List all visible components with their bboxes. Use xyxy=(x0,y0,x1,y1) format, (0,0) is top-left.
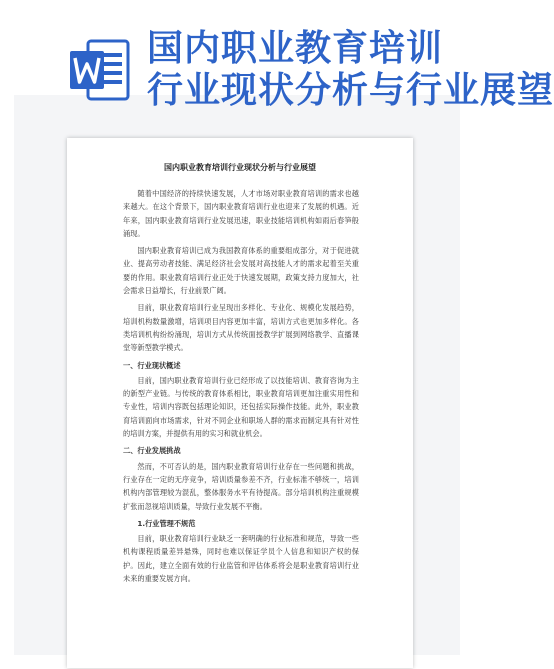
paragraph: 目前，职业教育培训行业呈现出多样化、专业化、规模化发展趋势，培训机构数量激增，培训项目内容更加丰富，培训方式也更加多样化。各类培训机构纷纷涌现，培训方式从传统面授教学扩展到网络教学、直播课堂等新型教学模式。 xyxy=(123,303,359,353)
header-title-line-2: 行业现状分析与行业展望 xyxy=(147,70,554,111)
paragraph: 目前，国内职业教育培训行业已经形成了以技能培训、教育咨询为主的新型产业链。与传统的教育体系相比，职业教育培训更加注重实用性和专业性，培训内容既包括理论知识，还包括实际操作技能。此外，职业教育培训面向市场需求，针对不同企业和职场人群的需求而制定具有针对性的培训方案，并提供有用的实习和就业机会。 xyxy=(123,375,359,439)
subsection-heading: 1.行业管理不规范 xyxy=(137,518,196,528)
document-body xyxy=(123,187,359,589)
paragraph: 随着中国经济的持续快速发展，人才市场对职业教育培训的需求也越来越大。在这个背景下，国内职业教育培训行业也迎来了发展的机遇。近年来，国内职业教育培训行业发展迅速，职业技能培训机构如雨后春笋般涌现。 xyxy=(123,189,359,238)
paragraph: 国内职业教育培训已成为我国教育体系的重要组成部分，对于促进就业、提高劳动者技能、满足经济社会发展对高技能人才的需求起着至关重要的作用。职业教育培训行业正处于快速发展期，政策支持力度加大，社会需求日益增长，行业前景广阔。 xyxy=(123,246,359,296)
section-heading: 二、行业发展挑战 xyxy=(123,446,181,456)
paragraph: 然而，不可否认的是，国内职业教育培训行业存在一些问题和挑战，行业存在一定的无序竞争，培训质量参差不齐，行业标准不够统一，培训机构内部管理较为混乱，整体服务水平有待提高。部分培训机构注重规模扩张而忽视培训质量，导致行业发展不平衡。 xyxy=(123,461,359,511)
word-document-icon xyxy=(66,37,132,103)
document-title: 国内职业教育培训行业现状分析与行业展望 xyxy=(164,163,316,172)
paragraph: 目前，职业教育培训行业缺乏一套明确的行业标准和规范，导致一些机构课程质量差异悬殊，同时也难以保证学员个人信息和知识产权的保护。因此，建立全面有效的行业监管和评估体系将会是职业教育培训行业未来的重要发展方向。 xyxy=(123,534,359,584)
document-page xyxy=(67,138,413,668)
header-title-line-1: 国内职业教育培训 xyxy=(147,28,444,69)
section-heading: 一、行业现状概述 xyxy=(123,360,181,370)
